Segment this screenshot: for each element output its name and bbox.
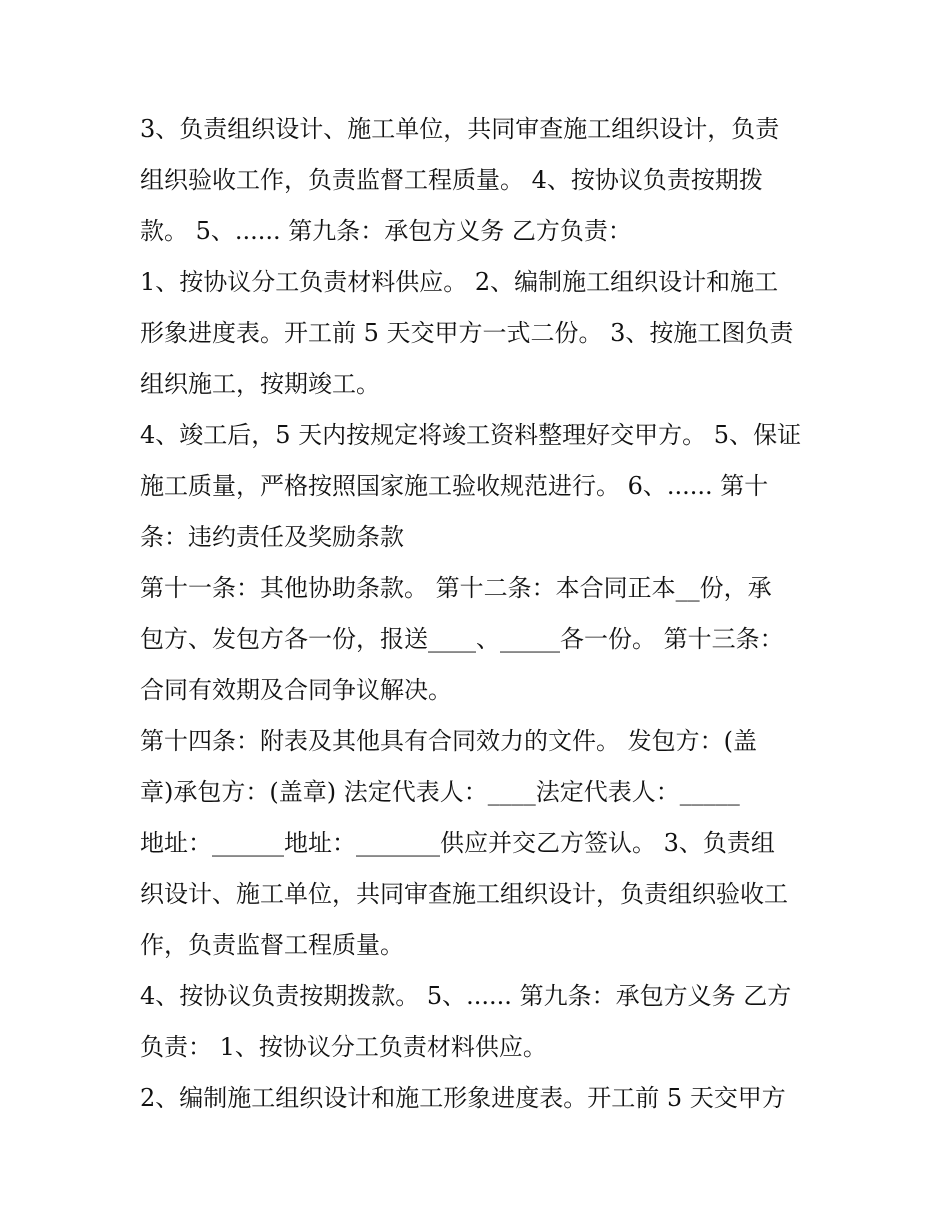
text-line: 形象进度表。开工前 5 天交甲方一式二份。 3、按施工图负责 [140, 319, 794, 347]
text-line: 合同有效期及合同争议解决。 [140, 676, 452, 704]
text-line: 组织施工，按期竣工。 [140, 370, 380, 398]
text-line: 地址：______地址：_______供应并交乙方签认。 3、负责组 [140, 829, 775, 857]
text-line: 组织验收工作，负责监督工程质量。 4、按协议负责按期拨 [140, 166, 763, 194]
text-line: 2、编制施工组织设计和施工形象进度表。开工前 5 天交甲方 [140, 1084, 786, 1112]
text-line: 1、按协议分工负责材料供应。 2、编制施工组织设计和施工 [140, 268, 779, 296]
text-line: 作，负责监督工程质量。 [140, 931, 404, 959]
text-line: 包方、发包方各一份，报送____、_____各一份。 第十三条： [140, 625, 784, 653]
text-line: 第十一条：其他协助条款。 第十二条：本合同正本__份，承 [140, 574, 772, 602]
text-line: 第十四条：附表及其他具有合同效力的文件。 发包方：(盖 [140, 727, 757, 755]
text-line: 负责： 1、按协议分工负责材料供应。 [140, 1033, 547, 1061]
text-line: 条：违约责任及奖励条款 [140, 523, 404, 551]
text-line: 施工质量，严格按照国家施工验收规范进行。 6、...... 第十 [140, 472, 769, 500]
text-line: 款。 5、...... 第九条：承包方义务 乙方负责： [140, 217, 632, 245]
contract-text [140, 104, 820, 1124]
text-line: 3、负责组织设计、施工单位，共同审查施工组织设计，负责 [140, 115, 780, 143]
text-line: 章)承包方：(盖章) 法定代表人：____法定代表人：_____ [140, 778, 740, 806]
text-line: 4、竣工后，5 天内按规定将竣工资料整理好交甲方。 5、保证 [140, 421, 802, 449]
text-line: 织设计、施工单位，共同审查施工组织设计，负责组织验收工 [140, 880, 788, 908]
text-line: 4、按协议负责按期拨款。 5、...... 第九条：承包方义务 乙方 [140, 982, 792, 1010]
